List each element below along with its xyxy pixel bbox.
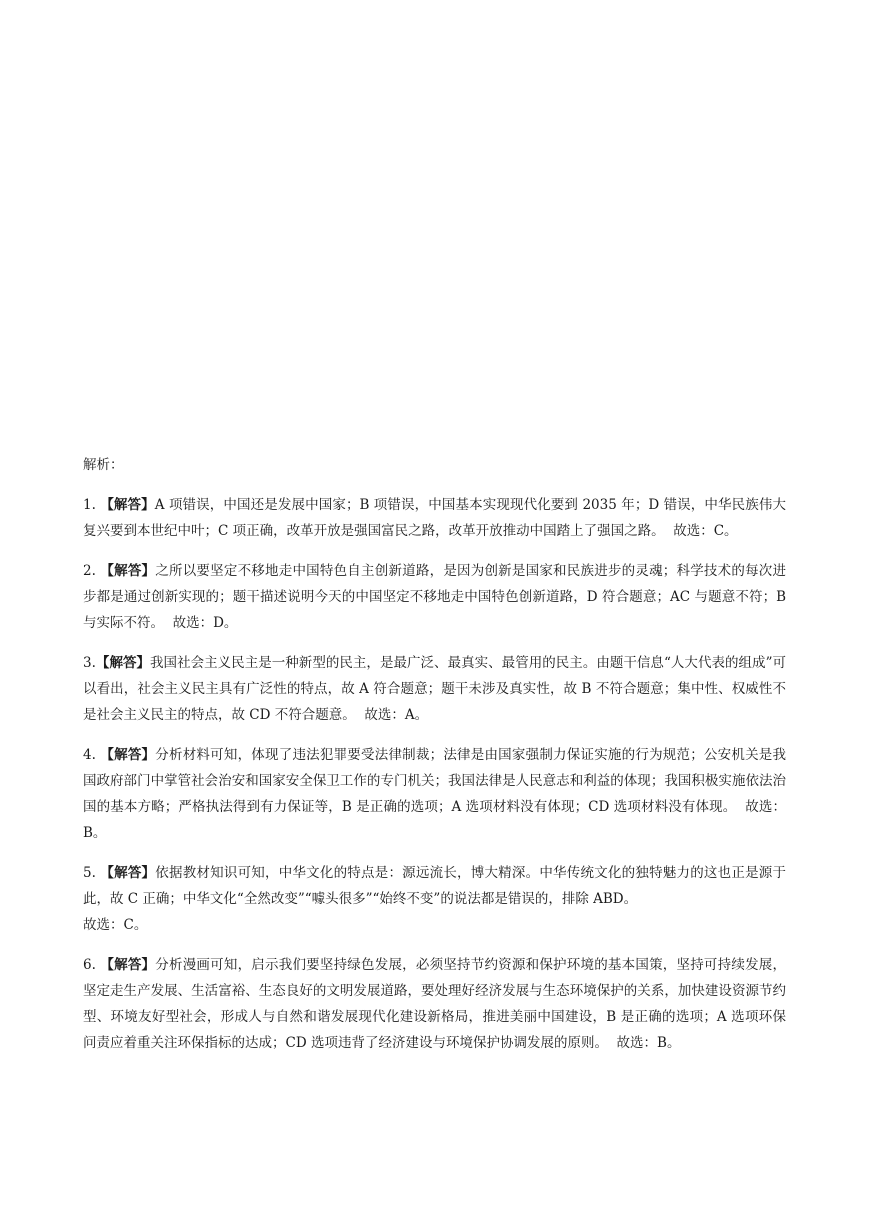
answer-body: 依据教材知识可知，中华文化的特点是：源远流长，博大精深。中华传统文化的独特魅力的这也正是源于此，故 C 正确；中华文化“全然改变”“噱头很多”“始终不变”的说法都是错误的，排除 ABD。 xyxy=(83,865,787,907)
answer-body: A 项错误，中国还是发展中国家；B 项错误，中国基本实现现代化要到 2035 年；D 错误，中华民族伟大复兴要到本世纪中叶；C 项正确，改革开放是强国富民之路，改革开放推动中国踏上了强国之路。 xyxy=(83,497,787,539)
answer-tag: 【解答】 xyxy=(100,563,156,579)
answer-result: 故选：D。 xyxy=(172,615,238,631)
answer-item-4 xyxy=(83,742,786,846)
answer-tag: 【解答】 xyxy=(100,865,156,881)
answer-tag: 【解答】 xyxy=(100,957,156,973)
answer-number: 5. xyxy=(83,865,96,881)
answer-item-5 xyxy=(83,860,786,938)
answer-item-2 xyxy=(83,558,786,636)
answer-result: 故选：B。 xyxy=(83,799,787,841)
answer-body: 分析材料可知，体现了违法犯罪要受法律制裁；法律是由国家强制力保证实施的行为规范；公安机关是我国政府部门中掌管社会治安和国家安全保卫工作的专门机关；我国法律是人民意志和利益的体现；我国积极实施依法治国的基本方略；严格执法得到有力保证等，B 是正确的选项；A 选项材料没有体现；CD 选项材料没有体现。 xyxy=(83,747,787,815)
answer-number: 6. xyxy=(83,957,96,973)
answer-item-6 xyxy=(83,952,786,1056)
answer-result: 故选：B。 xyxy=(616,1035,681,1051)
answer-result: 故选：A。 xyxy=(364,707,429,723)
answer-section xyxy=(83,452,786,1070)
answer-result: 故选：C。 xyxy=(83,917,148,933)
answer-tag: 【解答】 xyxy=(100,497,155,513)
answer-number: 3. xyxy=(83,655,96,671)
answer-number: 2. xyxy=(83,563,96,579)
section-heading: 解析： xyxy=(83,457,124,473)
answer-tag: 【解答】 xyxy=(100,747,156,763)
answer-number: 4. xyxy=(83,747,96,763)
answer-item-3 xyxy=(83,650,786,728)
answer-result: 故选：C。 xyxy=(673,523,738,539)
answer-tag: 【解答】 xyxy=(95,655,151,671)
answer-body: 之所以要坚定不移地走中国特色自主创新道路，是因为创新是国家和民族进步的灵魂；科学技术的每次进步都是通过创新实现的；题干描述说明今天的中国坚定不移地走中国特色创新道路，D 符合题意；AC 与题意不符；B 与实际不符。 xyxy=(83,563,787,631)
answer-body: 分析漫画可知，启示我们要坚持绿色发展，必须坚持节约资源和保护环境的基本国策，坚持可持续发展，坚定走生产发展、生活富裕、生态良好的文明发展道路，要处理好经济发展与生态环境保护的关系，加快建设资源节约型、环境友好型社会，形成人与自然和谐发展现代化建设新格局，推进美丽中国建设，B 是正确的选项；A 选项环保问责应着重关注环保指标的达成；CD 选项违背了经济建设与环境保护协调发展的原则。 xyxy=(83,957,787,1051)
answer-item-1 xyxy=(83,492,786,544)
answer-body: 我国社会主义民主是一种新型的民主，是最广泛、最真实、最管用的民主。由题干信息“人大代表的组成”可以看出，社会主义民主具有广泛性的特点，故 A 符合题意；题干未涉及真实性，故 B 不符合题意；集中性、权威性不是社会主义民主的特点，故 CD 不符合题意。 xyxy=(83,655,786,723)
answer-number: 1. xyxy=(83,497,96,513)
